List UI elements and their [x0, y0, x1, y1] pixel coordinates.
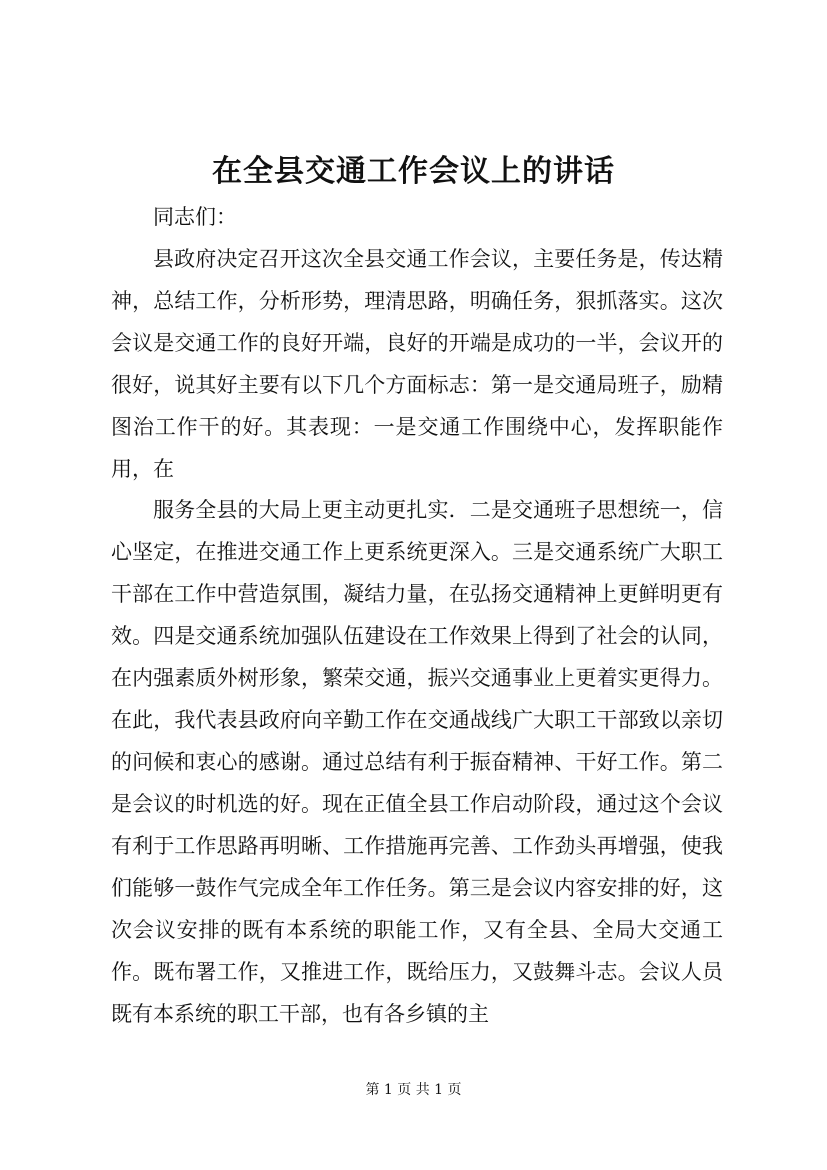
greeting: 同志们： — [153, 205, 237, 229]
document-title: 在全县交通工作会议上的讲话 — [212, 154, 615, 189]
page-footer: 第 1 页 共 1 页 — [365, 1082, 462, 1098]
paragraph-2: 服务全县的大局上更主动更扎实．二是交通班子思想统一，信心坚定，在推进交通工作上更系统更深入。三是交通系统广大职工干部在工作中营造氛围，凝结力量，在弘扬交通精神上更鲜明更有效。四是交通系统加强队伍建设在工作效果上得到了社会的认同，在内强素质外树形象，繁荣交通，振兴交通事业上更着实更得力。在此，我代表县政府向辛勤工作在交通战线广大职工干部致以亲切的问候和衷心的感谢。通过总结有利于振奋精神、干好工作。第二是会议的时机选的好。现在正值全县工作启动阶段，通过这个会议有利于工作思路再明晰、工作措施再完善、工作劲头再增强，使我们能够一鼓作气完成全年工作任务。第三是会议内容安排的好，这次会议安排的既有本系统的职能工作，又有全县、全局大交通工作。既布署工作，又推进工作，既给压力，又鼓舞斗志。会议人员既有本系统的职工干部，也有各乡镇的主 — [111, 498, 723, 1026]
paragraph-1: 县政府决定召开这次全县交通工作会议，主要任务是，传达精神，总结工作，分析形势，理清思路，明确任务，狠抓落实。这次会议是交通工作的良好开端，良好的开端是成功的一半，会议开的很好，说其好主要有以下几个方面标志：第一是交通局班子，励精图治工作干的好。其表现：一是交通工作围绕中心，发挥职能作用，在 — [111, 247, 723, 481]
